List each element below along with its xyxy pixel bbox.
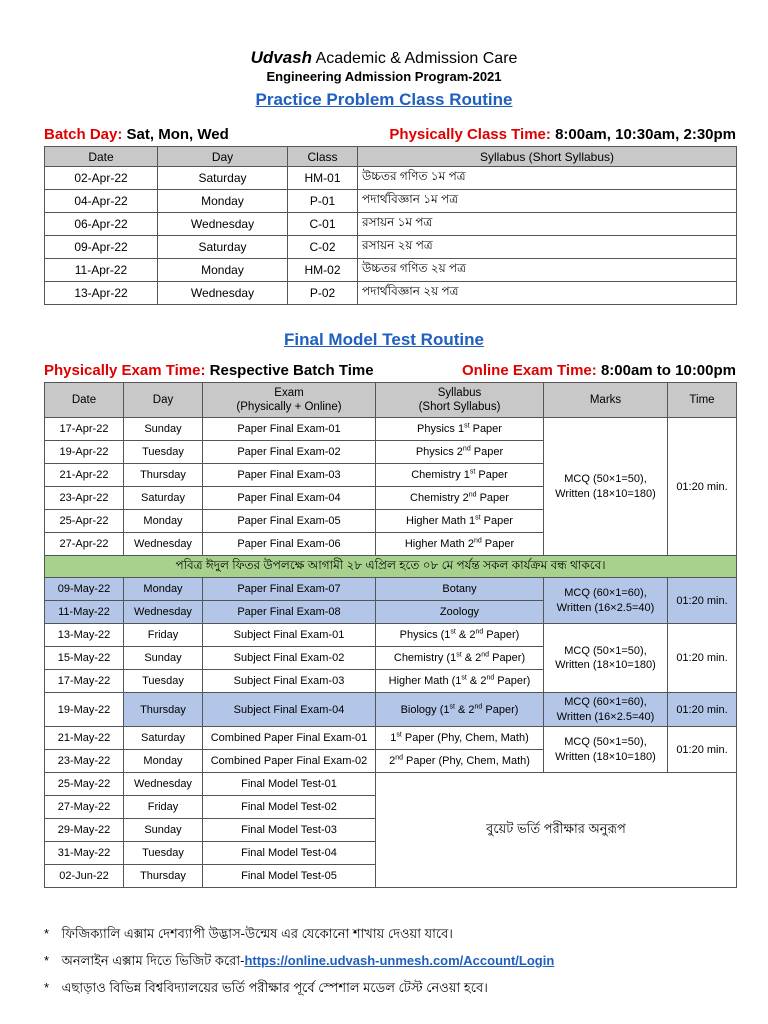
exam-time-label: Physically Exam Time: <box>44 362 206 379</box>
syllabus-header-line2: (Short Syllabus) <box>418 401 501 413</box>
day-cell: Friday <box>124 624 203 647</box>
exam-time-value: Respective Batch Time <box>209 362 374 379</box>
exam-cell: Subject Final Exam-03 <box>203 670 376 693</box>
model-test-syllabus-note: বুয়েট ভর্তি পরীক্ষার অনুরূপ <box>376 773 737 888</box>
exam-cell: Paper Final Exam-05 <box>203 510 376 533</box>
exam-cell: Paper Final Exam-06 <box>203 533 376 556</box>
class-cell: HM-02 <box>288 259 358 282</box>
table-row <box>45 259 737 282</box>
day-cell: Tuesday <box>124 842 203 865</box>
bullet-star: * <box>44 980 50 995</box>
class-cell: P-01 <box>288 190 358 213</box>
date-cell: 02-Apr-22 <box>45 167 158 190</box>
footnote-text: এছাড়াও বিভিন্ন বিশ্ববিদ্যালয়ের ভর্তি পরীক্ষার পূর্বে স্পেশাল মডেল টেস্ট নেওয়া হবে। <box>61 980 488 995</box>
syllabus-cell: 1st Paper (Phy, Chem, Math) <box>376 727 544 750</box>
organization-subtitle: Academic & Admission Care <box>315 50 518 67</box>
exam-cell: Combined Paper Final Exam-01 <box>203 727 376 750</box>
syllabus-cell: Chemistry (1st & 2nd Paper) <box>376 647 544 670</box>
table-row <box>45 236 737 259</box>
date-cell: 31-May-22 <box>45 842 124 865</box>
table-row <box>45 727 737 750</box>
day-cell: Wednesday <box>124 773 203 796</box>
batch-day-label: Batch Day: <box>44 126 123 143</box>
date-cell: 29-May-22 <box>45 819 124 842</box>
date-cell: 17-Apr-22 <box>45 418 124 441</box>
organization-heading <box>0 48 768 68</box>
syllabus-cell: Higher Math 2nd Paper <box>376 533 544 556</box>
date-cell: 23-Apr-22 <box>45 487 124 510</box>
day-cell: Saturday <box>124 727 203 750</box>
marks-cell: MCQ (50×1=50), Written (18×10=180) <box>544 727 668 773</box>
day-cell: Monday <box>124 578 203 601</box>
exam-cell: Paper Final Exam-04 <box>203 487 376 510</box>
column-header-exam <box>203 383 376 418</box>
syllabus-cell: রসায়ন ২য় পত্র <box>358 236 737 259</box>
column-header-date: Date <box>45 383 124 418</box>
date-cell: 09-Apr-22 <box>45 236 158 259</box>
day-cell: Tuesday <box>124 441 203 464</box>
final-routine-title: Final Model Test Routine <box>284 330 484 349</box>
syllabus-cell: Chemistry 2nd Paper <box>376 487 544 510</box>
syllabus-cell: উচ্চতর গণিত ২য় পত্র <box>358 259 737 282</box>
footnote-item <box>44 978 744 1005</box>
date-cell: 09-May-22 <box>45 578 124 601</box>
day-cell: Sunday <box>124 418 203 441</box>
footnote-text: ফিজিক্যালি এক্সাম দেশব্যাপী উদ্ভাস-উন্মেষ এর যেকোনো শাখায় দেওয়া যাবে। <box>61 926 453 941</box>
class-time-label: Physically Class Time: <box>389 126 551 143</box>
marks-cell: MCQ (50×1=50), Written (18×10=180) <box>544 624 668 693</box>
date-cell: 25-May-22 <box>45 773 124 796</box>
table-row <box>45 578 737 601</box>
table-row <box>45 773 737 796</box>
table-header-row <box>45 383 737 418</box>
day-cell: Monday <box>158 259 288 282</box>
time-cell: 01:20 min. <box>668 418 737 556</box>
day-cell: Wednesday <box>158 282 288 305</box>
date-cell: 25-Apr-22 <box>45 510 124 533</box>
day-cell: Saturday <box>124 487 203 510</box>
day-cell: Thursday <box>124 464 203 487</box>
date-cell: 19-May-22 <box>45 693 124 727</box>
date-cell: 11-Apr-22 <box>45 259 158 282</box>
syllabus-cell: Zoology <box>376 601 544 624</box>
day-cell: Monday <box>124 510 203 533</box>
bullet-star: * <box>44 953 50 968</box>
class-cell: C-01 <box>288 213 358 236</box>
date-cell: 06-Apr-22 <box>45 213 158 236</box>
exam-header-line2: (Physically + Online) <box>236 401 342 413</box>
table-row <box>45 190 737 213</box>
exam-cell: Subject Final Exam-04 <box>203 693 376 727</box>
date-cell: 11-May-22 <box>45 601 124 624</box>
footnotes <box>44 924 744 1005</box>
syllabus-header-line1: Syllabus <box>437 386 482 399</box>
day-cell: Wednesday <box>124 601 203 624</box>
day-cell: Monday <box>124 750 203 773</box>
column-header-time: Time <box>668 383 737 418</box>
footnote-text: অনলাইন এক্সাম দিতে ভিজিট করো- <box>61 953 245 968</box>
column-header-syllabus <box>376 383 544 418</box>
table-row <box>45 213 737 236</box>
exam-time-line <box>44 362 374 379</box>
exam-header-line1: Exam <box>274 386 304 399</box>
brand-logo-text: Udvash <box>250 48 312 67</box>
syllabus-cell: Higher Math 1st Paper <box>376 510 544 533</box>
online-time-line <box>462 362 736 379</box>
exam-cell: Subject Final Exam-02 <box>203 647 376 670</box>
exam-cell: Paper Final Exam-02 <box>203 441 376 464</box>
table-row <box>45 167 737 190</box>
exam-cell: Paper Final Exam-03 <box>203 464 376 487</box>
table-header-row <box>45 147 737 167</box>
day-cell: Wednesday <box>158 213 288 236</box>
column-header-day: Day <box>158 147 288 167</box>
exam-cell: Paper Final Exam-08 <box>203 601 376 624</box>
day-cell: Tuesday <box>124 670 203 693</box>
footnote-item <box>44 924 744 951</box>
column-header-class: Class <box>288 147 358 167</box>
class-cell: P-02 <box>288 282 358 305</box>
day-cell: Saturday <box>158 236 288 259</box>
day-cell: Friday <box>124 796 203 819</box>
class-cell: C-02 <box>288 236 358 259</box>
syllabus-cell: Physics 1st Paper <box>376 418 544 441</box>
syllabus-cell: Botany <box>376 578 544 601</box>
program-title: Engineering Admission Program-2021 <box>266 69 502 84</box>
class-time-value: 8:00am, 10:30am, 2:30pm <box>555 126 736 143</box>
online-time-label: Online Exam Time: <box>462 362 597 379</box>
table-row <box>45 624 737 647</box>
day-cell: Monday <box>158 190 288 213</box>
date-cell: 27-Apr-22 <box>45 533 124 556</box>
class-time-line <box>389 126 736 143</box>
syllabus-cell: 2nd Paper (Phy, Chem, Math) <box>376 750 544 773</box>
holiday-notice-row <box>45 556 737 578</box>
date-cell: 02-Jun-22 <box>45 865 124 888</box>
table-row <box>45 418 737 441</box>
time-cell: 01:20 min. <box>668 727 737 773</box>
syllabus-cell: উচ্চতর গণিত ১ম পত্র <box>358 167 737 190</box>
exam-cell: Final Model Test-04 <box>203 842 376 865</box>
exam-cell: Final Model Test-02 <box>203 796 376 819</box>
time-cell: 01:20 min. <box>668 624 737 693</box>
exam-cell: Subject Final Exam-01 <box>203 624 376 647</box>
day-cell: Thursday <box>124 693 203 727</box>
date-cell: 27-May-22 <box>45 796 124 819</box>
batch-day-value: Sat, Mon, Wed <box>126 126 229 143</box>
bullet-star: * <box>44 926 50 941</box>
date-cell: 21-Apr-22 <box>45 464 124 487</box>
syllabus-cell: Higher Math (1st & 2nd Paper) <box>376 670 544 693</box>
column-header-date: Date <box>45 147 158 167</box>
marks-cell: MCQ (60×1=60), Written (16×2.5=40) <box>544 693 668 727</box>
online-exam-link[interactable]: https://online.udvash-unmesh.com/Account/Login <box>244 953 555 968</box>
syllabus-cell: পদার্থবিজ্ঞান ১ম পত্র <box>358 190 737 213</box>
date-cell: 04-Apr-22 <box>45 190 158 213</box>
day-cell: Thursday <box>124 865 203 888</box>
date-cell: 23-May-22 <box>45 750 124 773</box>
table-row <box>45 282 737 305</box>
practice-routine-title: Practice Problem Class Routine <box>255 90 513 109</box>
marks-cell: MCQ (50×1=50), Written (18×10=180) <box>544 418 668 556</box>
time-cell: 01:20 min. <box>668 578 737 624</box>
online-time-value: 8:00am to 10:00pm <box>600 362 736 379</box>
exam-cell: Combined Paper Final Exam-02 <box>203 750 376 773</box>
time-cell: 01:20 min. <box>668 693 737 727</box>
class-cell: HM-01 <box>288 167 358 190</box>
syllabus-cell: রসায়ন ১ম পত্র <box>358 213 737 236</box>
syllabus-cell: Physics (1st & 2nd Paper) <box>376 624 544 647</box>
date-cell: 21-May-22 <box>45 727 124 750</box>
syllabus-cell: পদার্থবিজ্ঞান ২য় পত্র <box>358 282 737 305</box>
column-header-day: Day <box>124 383 203 418</box>
footnote-item <box>44 951 744 978</box>
day-cell: Sunday <box>124 819 203 842</box>
exam-cell: Paper Final Exam-07 <box>203 578 376 601</box>
syllabus-cell: Chemistry 1st Paper <box>376 464 544 487</box>
table-row <box>45 693 737 727</box>
date-cell: 19-Apr-22 <box>45 441 124 464</box>
date-cell: 13-Apr-22 <box>45 282 158 305</box>
column-header-syllabus: Syllabus (Short Syllabus) <box>358 147 737 167</box>
date-cell: 17-May-22 <box>45 670 124 693</box>
exam-cell: Final Model Test-05 <box>203 865 376 888</box>
batch-day-line <box>44 126 229 143</box>
exam-cell: Final Model Test-03 <box>203 819 376 842</box>
exam-cell: Final Model Test-01 <box>203 773 376 796</box>
day-cell: Saturday <box>158 167 288 190</box>
day-cell: Sunday <box>124 647 203 670</box>
column-header-marks: Marks <box>544 383 668 418</box>
exam-cell: Paper Final Exam-01 <box>203 418 376 441</box>
date-cell: 13-May-22 <box>45 624 124 647</box>
syllabus-cell: Biology (1st & 2nd Paper) <box>376 693 544 727</box>
practice-routine-table <box>44 146 737 305</box>
marks-cell: MCQ (60×1=60), Written (16×2.5=40) <box>544 578 668 624</box>
date-cell: 15-May-22 <box>45 647 124 670</box>
final-routine-table <box>44 382 737 888</box>
day-cell: Wednesday <box>124 533 203 556</box>
holiday-notice: পবিত্র ঈদুল ফিতর উপলক্ষে আগামী ২৮ এপ্রিল হতে ০৮ মে পর্যন্ত সকল কার্যক্রম বন্ধ থাকবে। <box>45 556 737 578</box>
syllabus-cell: Physics 2nd Paper <box>376 441 544 464</box>
